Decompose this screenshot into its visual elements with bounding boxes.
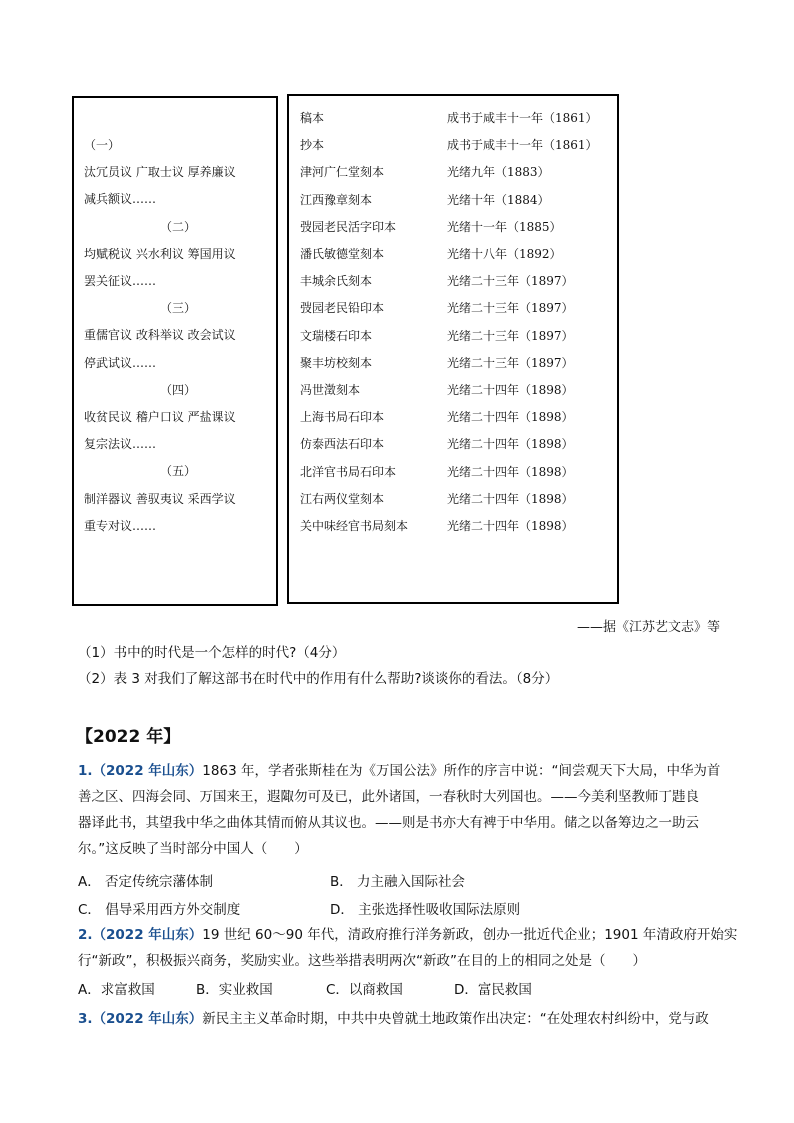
contents-line: （二） [160, 219, 197, 234]
item1-line1 [78, 758, 721, 785]
edition-date: 光绪二十四年（1898） [447, 519, 574, 533]
edition-name: 稿本 [300, 111, 325, 125]
edition-date: 光绪二十四年（1898） [447, 437, 574, 452]
contents-line: 重专对议…… [84, 518, 157, 533]
item1-option-d[interactable]: D． 主张选择性吸收国际法原则 [330, 902, 521, 918]
contents-line: 减兵额议…… [84, 192, 157, 207]
edition-date: 光绪九年（1883） [447, 165, 550, 180]
contents-line: （三） [160, 301, 197, 316]
edition-name: 文瑞楼石印本 [300, 328, 373, 343]
edition-date: 光绪十年（1884） [447, 192, 550, 207]
edition-name: 潘氏敏德堂刻本 [300, 247, 385, 261]
edition-name: 关中味经官书局刻本 [300, 519, 409, 533]
question-2: （2）表 3 对我们了解这部书在时代中的作用有什么帮助?谈谈你的看法。（8分） [78, 671, 559, 687]
item1-line2: 善之区、四海会同、万国来王，遐陬勿可及已，此外诸国，一春秋时大列国也。——今美利坚教师丁韪良 [78, 789, 699, 805]
item3-tag: 3.（2022 年山东） [78, 1011, 203, 1027]
edition-name: 弢园老民铅印本 [300, 301, 385, 316]
edition-name: 抄本 [300, 138, 325, 153]
edition-name: 江西豫章刻本 [300, 192, 373, 207]
contents-line: 汰冗员议 广取士议 厚养廉议 [84, 165, 236, 180]
edition-date: 光绪二十三年（1897） [447, 355, 574, 370]
item2-option-c[interactable]: C．以商救国 [326, 982, 403, 998]
item2-line2: 行“新政”，积极振兴商务，奖励实业。这些举措表明两次“新政”在目的上的相同之处是（ ） [78, 953, 646, 969]
contents-line: 制洋器议 善驭夷议 采西学议 [84, 491, 236, 506]
edition-name: 仿泰西法石印本 [300, 437, 385, 452]
contents-line: 停武试议…… [84, 355, 157, 370]
edition-name: 弢园老民活字印本 [300, 219, 397, 234]
item1-option-c[interactable]: C． 倡导采用西方外交制度 [78, 902, 241, 918]
contents-line: 重儒官议 改科举议 改会试议 [84, 328, 236, 343]
contents-line: 罢关征议…… [84, 274, 157, 288]
item3-line1 [78, 1006, 718, 1033]
edition-name: 北洋官书局石印本 [300, 464, 397, 479]
year-heading: 【2022 年】 [76, 727, 181, 747]
item2-option-a[interactable]: A．求富救国 [78, 982, 155, 998]
contents-line: （五） [160, 464, 197, 479]
contents-line: （四） [160, 382, 197, 397]
contents-line: 收贫民议 稽户口议 严盐课议 [84, 410, 236, 424]
item2-option-b[interactable]: B．实业救国 [196, 982, 273, 998]
edition-date: 光绪十一年（1885） [447, 219, 562, 234]
edition-date: 光绪二十三年（1897） [447, 274, 574, 289]
edition-name: 津河广仁堂刻本 [300, 165, 385, 180]
edition-date: 光绪十八年（1892） [447, 247, 562, 261]
contents-line: 均赋税议 兴水利议 筹国用议 [84, 246, 236, 261]
edition-name: 丰城余氏刻本 [300, 274, 373, 289]
item1-option-a[interactable]: A． 否定传统宗藩体制 [78, 874, 214, 890]
item2-line1 [78, 922, 738, 949]
item2-text1: 19 世纪 60～90 年代，清政府推行洋务新政，创办一批近代企业；1901 年清政府开始实 [202, 927, 738, 943]
edition-name: 聚丰坊校刻本 [300, 355, 373, 370]
edition-date: 成书于咸丰十一年（1861） [447, 138, 598, 153]
edition-date: 成书于咸丰十一年（1861） [447, 111, 598, 125]
item1-tag: 1.（2022 年山东） [78, 763, 203, 779]
item1-line4: 尔。”这反映了当时部分中国人（ ） [78, 841, 308, 857]
contents-line: 复宗法议…… [84, 437, 157, 452]
edition-name: 冯世澂刻本 [300, 383, 361, 397]
item1-text1: 1863 年，学者张斯桂在为《万国公法》所作的序言中说：“间尝观天下大局，中华为首 [202, 763, 721, 779]
question-1: （1）书中的时代是一个怎样的时代?（4分） [78, 645, 346, 661]
edition-date: 光绪二十四年（1898） [447, 410, 574, 425]
edition-date: 光绪二十三年（1897） [447, 328, 574, 343]
item1-option-b[interactable]: B． 力主融入国际社会 [330, 874, 466, 890]
edition-date: 光绪二十四年（1898） [447, 491, 574, 506]
edition-date: 光绪二十四年（1898） [447, 464, 574, 479]
contents-line: （一） [84, 138, 121, 152]
edition-name: 上海书局石印本 [300, 410, 385, 425]
edition-date: 光绪二十三年（1897） [447, 301, 574, 316]
edition-date: 光绪二十四年（1898） [447, 383, 574, 397]
item1-line3: 器译此书，其望我中华之曲体其情而俯从其议也。——则是书亦大有裨于中华用。储之以备筹边之一助云 [78, 815, 699, 831]
item2-tag: 2.（2022 年山东） [78, 927, 203, 943]
item2-option-d[interactable]: D．富民救国 [454, 982, 532, 998]
source-note: ——据《江苏艺文志》等 [576, 620, 720, 635]
edition-name: 江右两仪堂刻本 [300, 491, 385, 506]
item3-text1: 新民主主义革命时期，中共中央曾就土地政策作出决定：“在处理农村纠纷中，党与政 [202, 1011, 709, 1027]
